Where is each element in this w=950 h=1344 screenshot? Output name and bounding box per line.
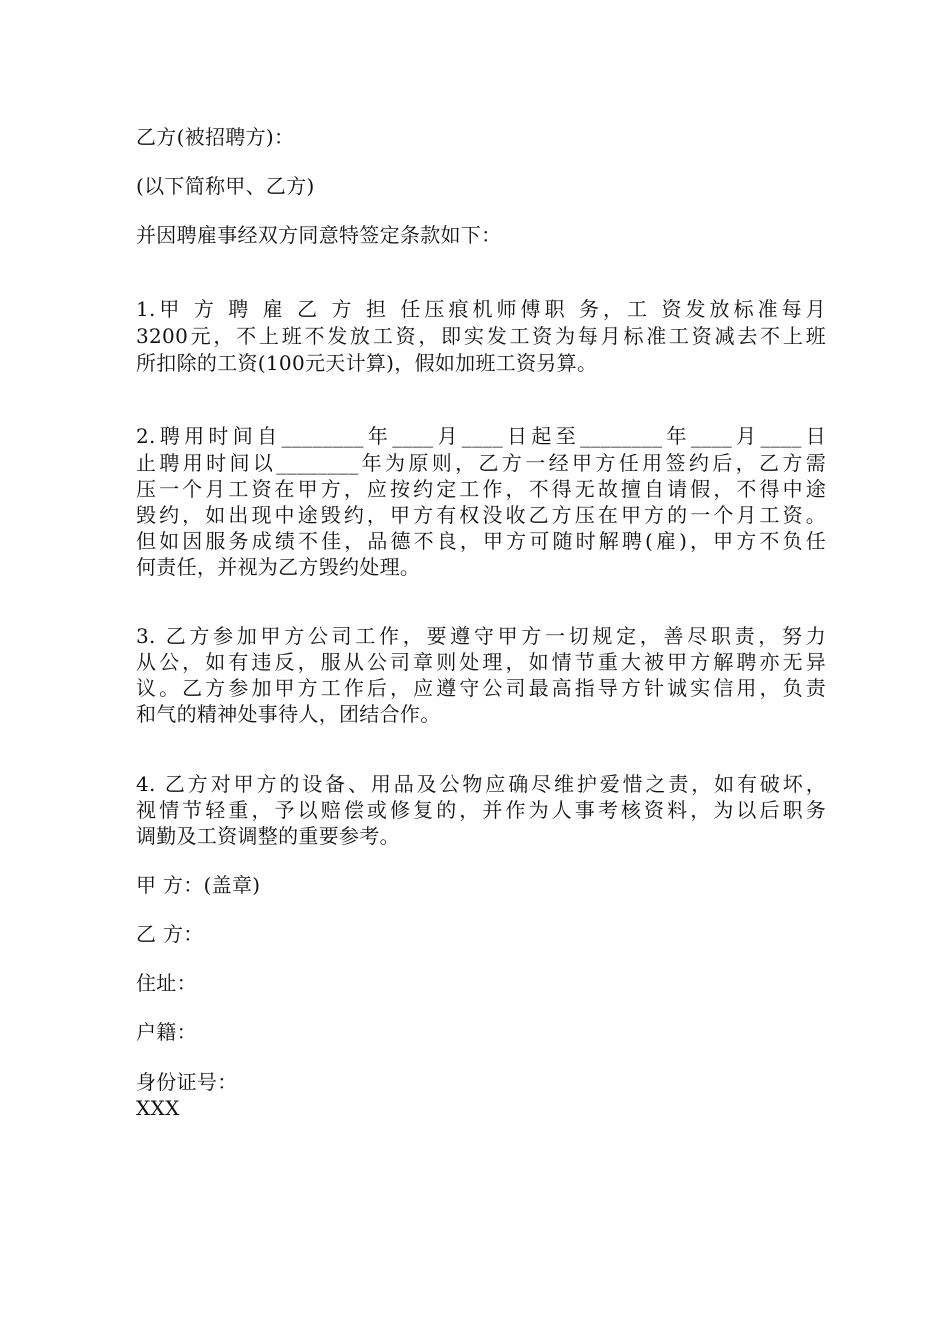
clause-2-line-3: 压一个月工资在甲方，应按约定工作，不得无故擅自请假，不得中途 <box>136 477 826 501</box>
address-field: 住址： <box>136 971 197 995</box>
clause-2-line-5: 但如因服务成绩不佳，品德不良，甲方可随时解聘(雇)，甲方不负任 <box>136 529 826 553</box>
household-field: 户籍： <box>136 1020 197 1044</box>
clause-1-line-3: 所扣除的工资(100元天计算)，假如加班工资另算。 <box>136 351 598 375</box>
abbreviation-line: (以下简称甲、乙方) <box>136 174 315 198</box>
party-b-signature: 乙 方： <box>136 922 204 946</box>
clause-1-line-1: 1.甲 方 聘 雇 乙 方 担 任压痕机师傅职 务，工 资发放标准每月 <box>136 297 826 321</box>
clause-3-line-2: 从公，如有违反，服从公司章则处理，如情节重大被甲方解聘亦无异 <box>136 650 826 674</box>
clause-3-line-1: 3. 乙方参加甲方公司工作，要遵守甲方一切规定，善尽职责，努力 <box>136 624 826 648</box>
clause-2-line-6: 何责任，并视为乙方毁约处理。 <box>136 555 421 579</box>
party-a-signature: 甲 方：(盖章) <box>136 873 261 897</box>
intro-line: 并因聘雇事经双方同意特签定条款如下： <box>136 223 502 247</box>
clause-4-line-1: 4. 乙方对甲方的设备、用品及公物应确尽维护爱惜之责，如有破坏， <box>136 772 826 796</box>
clause-3-line-4: 和气的精神处事待人，团结合作。 <box>136 702 441 726</box>
clause-2-line-2: 止聘用时间以________年为原则，乙方一经甲方任用签约后，乙方需 <box>136 451 826 475</box>
party-b-heading: 乙方(被招聘方)： <box>136 125 295 149</box>
clause-4-line-3: 调勤及工资调整的重要参考。 <box>136 824 400 848</box>
clause-2-line-4: 毁约，如出现中途毁约，甲方有权没收乙方压在甲方的一个月工资。 <box>136 503 826 527</box>
id-number-value: XXX <box>136 1096 180 1120</box>
clause-2-line-1: 2.聘用时间自________年____月____日起至________年____月____日 <box>136 424 826 448</box>
id-number-label: 身份证号： <box>136 1070 238 1094</box>
clause-4-line-2: 视情节轻重，予以赔偿或修复的，并作为人事考核资料，为以后职务 <box>136 798 826 822</box>
clause-3-line-3: 议。乙方参加甲方工作后，应遵守公司最高指导方针诚实信用，负责 <box>136 676 826 700</box>
clause-1-line-2: 3200元，不上班不发放工资，即实发工资为每月标准工资减去不上班 <box>136 324 826 348</box>
